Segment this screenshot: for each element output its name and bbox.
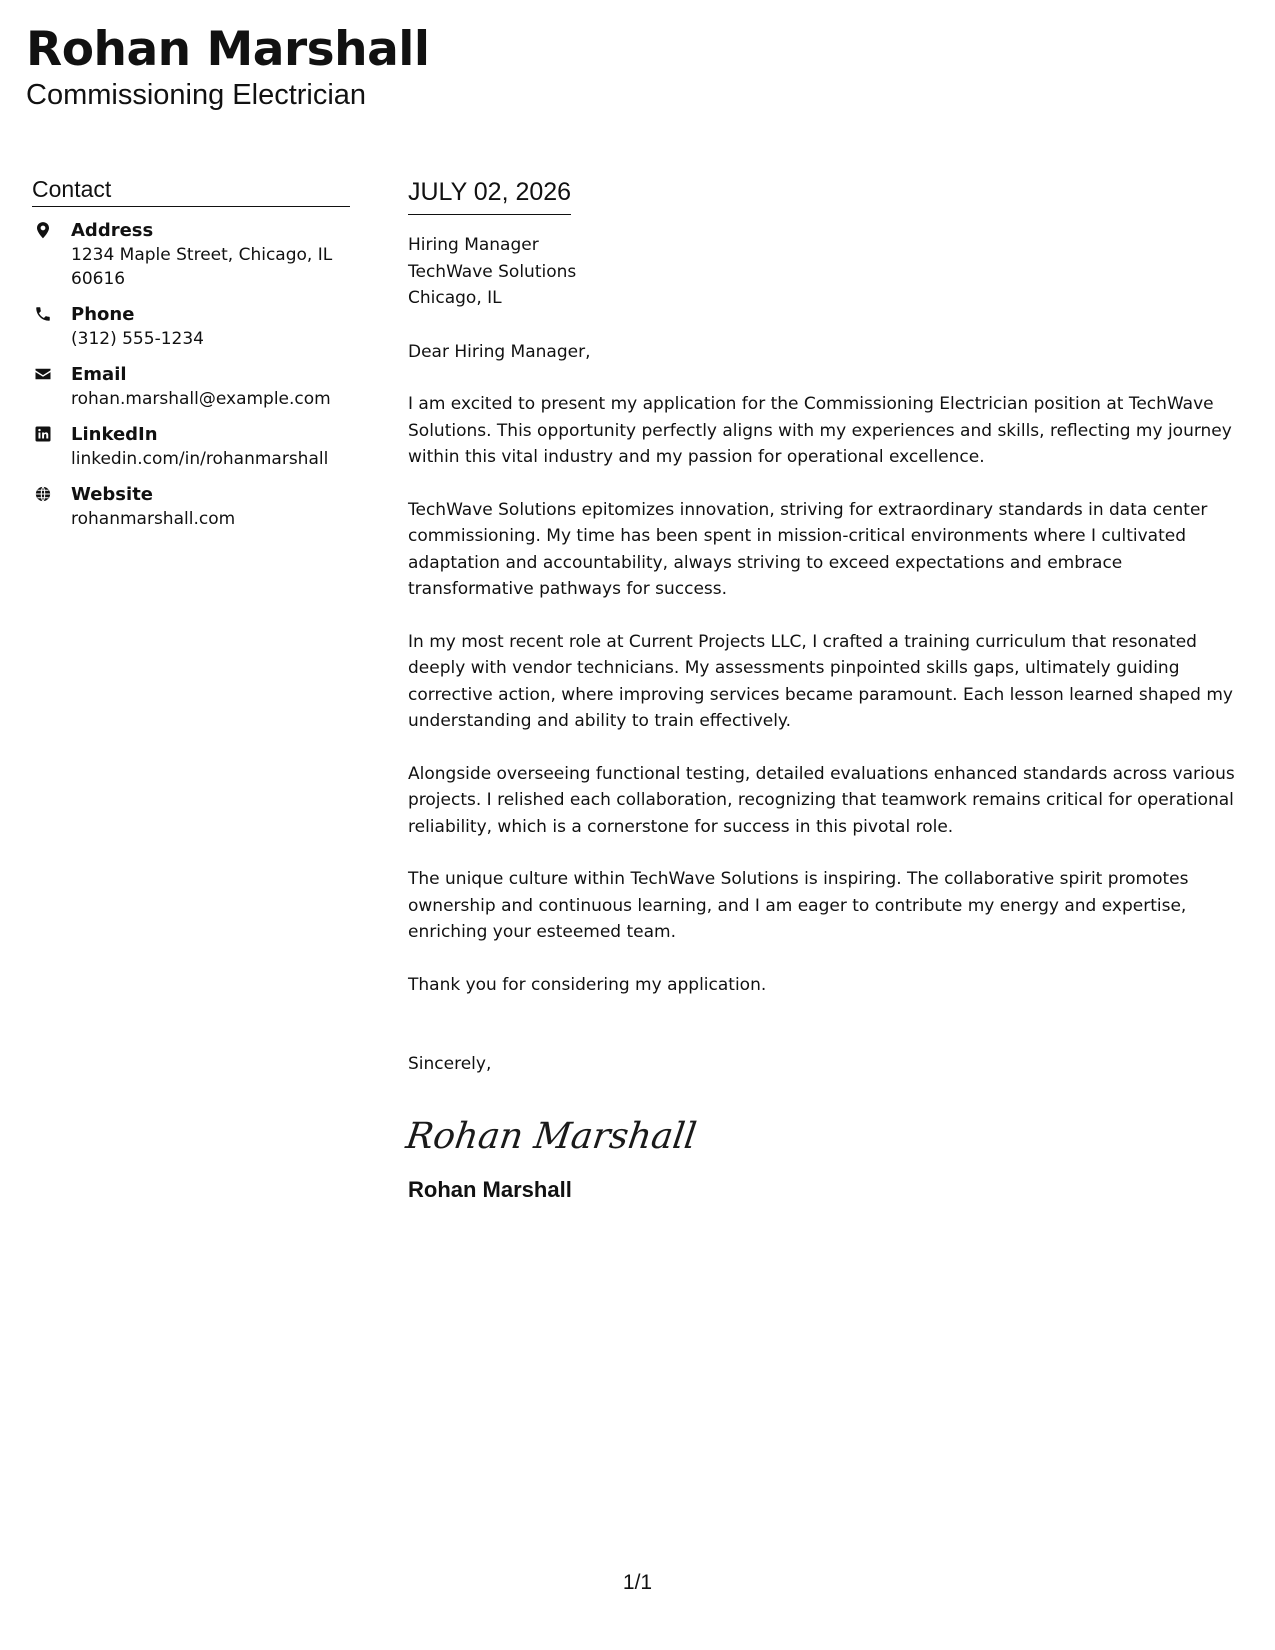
contact-sidebar xyxy=(32,174,350,543)
website-value[interactable]: rohanmarshall.com xyxy=(71,509,236,529)
letter-paragraph: In my most recent role at Current Projects LLC, I crafted a training curriculum that resonated deeply with vendor technicians. My assessments pinpointed skills gaps, ultimately guiding corrective action, where improving services became paramount. Each lesson learned shaped my understanding and ability to train effectively. xyxy=(408,631,1233,731)
signature-text: Rohan Marshall xyxy=(403,1113,700,1157)
phone-icon xyxy=(34,305,52,323)
recipient-line: Chicago, IL xyxy=(408,288,502,308)
linkedin-value[interactable]: linkedin.com/in/rohanmarshall xyxy=(71,449,329,469)
contact-item-address xyxy=(32,219,350,291)
envelope-icon xyxy=(34,365,52,383)
phone-label: Phone xyxy=(71,304,135,325)
recipient-block xyxy=(408,232,1248,312)
email-value[interactable]: rohan.marshall@example.com xyxy=(71,389,331,409)
recipient-line: TechWave Solutions xyxy=(408,261,577,282)
map-pin-icon xyxy=(34,221,52,239)
contact-heading: Contact xyxy=(32,174,350,207)
website-label: Website xyxy=(71,484,154,505)
salutation: Dear Hiring Manager, xyxy=(408,341,591,362)
contact-item-phone xyxy=(32,303,350,351)
contact-item-linkedin xyxy=(32,423,350,471)
cover-letter xyxy=(403,176,1248,1204)
closing: Sincerely, xyxy=(408,1054,492,1074)
linkedin-label: LinkedIn xyxy=(71,424,158,445)
contact-item-website xyxy=(32,483,350,531)
contact-item-email xyxy=(32,363,350,411)
signer-name: Rohan Marshall xyxy=(408,1176,572,1202)
recipient-line: Hiring Manager xyxy=(408,235,539,255)
linkedin-icon xyxy=(34,425,52,443)
applicant-name: Rohan Marshall xyxy=(26,22,430,77)
letter-paragraph: I am excited to present my application for the Commissioning Electrician position at TechWave Solutions. This opportunity perfectly aligns with my experiences and skills, reflecting my journey within this vital industry and my passion for operational excellence. xyxy=(408,394,1232,467)
handwritten-signature xyxy=(403,1104,1248,1164)
letter-paragraph: Alongside overseeing functional testing, detailed evaluations enhanced standards across various projects. I relished each collaboration, recognizing that teamwork remains critical for operational reliability, which is a cornerstone for success in this pivotal role. xyxy=(408,763,1235,837)
address-value: 1234 Maple Street, Chicago, IL 60616 xyxy=(71,245,333,289)
email-label: Email xyxy=(71,364,127,385)
applicant-title: Commissioning Electrician xyxy=(26,79,367,111)
letter-paragraph: TechWave Solutions epitomizes innovation, striving for extraordinary standards in data center commissioning. My time has been spent in mission-critical environments where I cultivated adaptation and accountability, always striving to exceed expectations and embrace transformative pathways for success. xyxy=(408,499,1208,599)
letter-paragraph: Thank you for considering my application. xyxy=(408,974,767,995)
address-label: Address xyxy=(71,220,154,241)
globe-icon xyxy=(34,485,52,503)
page-number: 1/1 xyxy=(622,1571,653,1594)
letter-date: JULY 02, 2026 xyxy=(408,176,571,215)
letter-paragraph: The unique culture within TechWave Solutions is inspiring. The collaborative spirit promotes ownership and continuous learning, and I am eager to contribute my energy and expertise, enriching your esteemed team. xyxy=(408,869,1189,942)
phone-value: (312) 555-1234 xyxy=(71,329,204,349)
resume-header xyxy=(26,22,430,112)
